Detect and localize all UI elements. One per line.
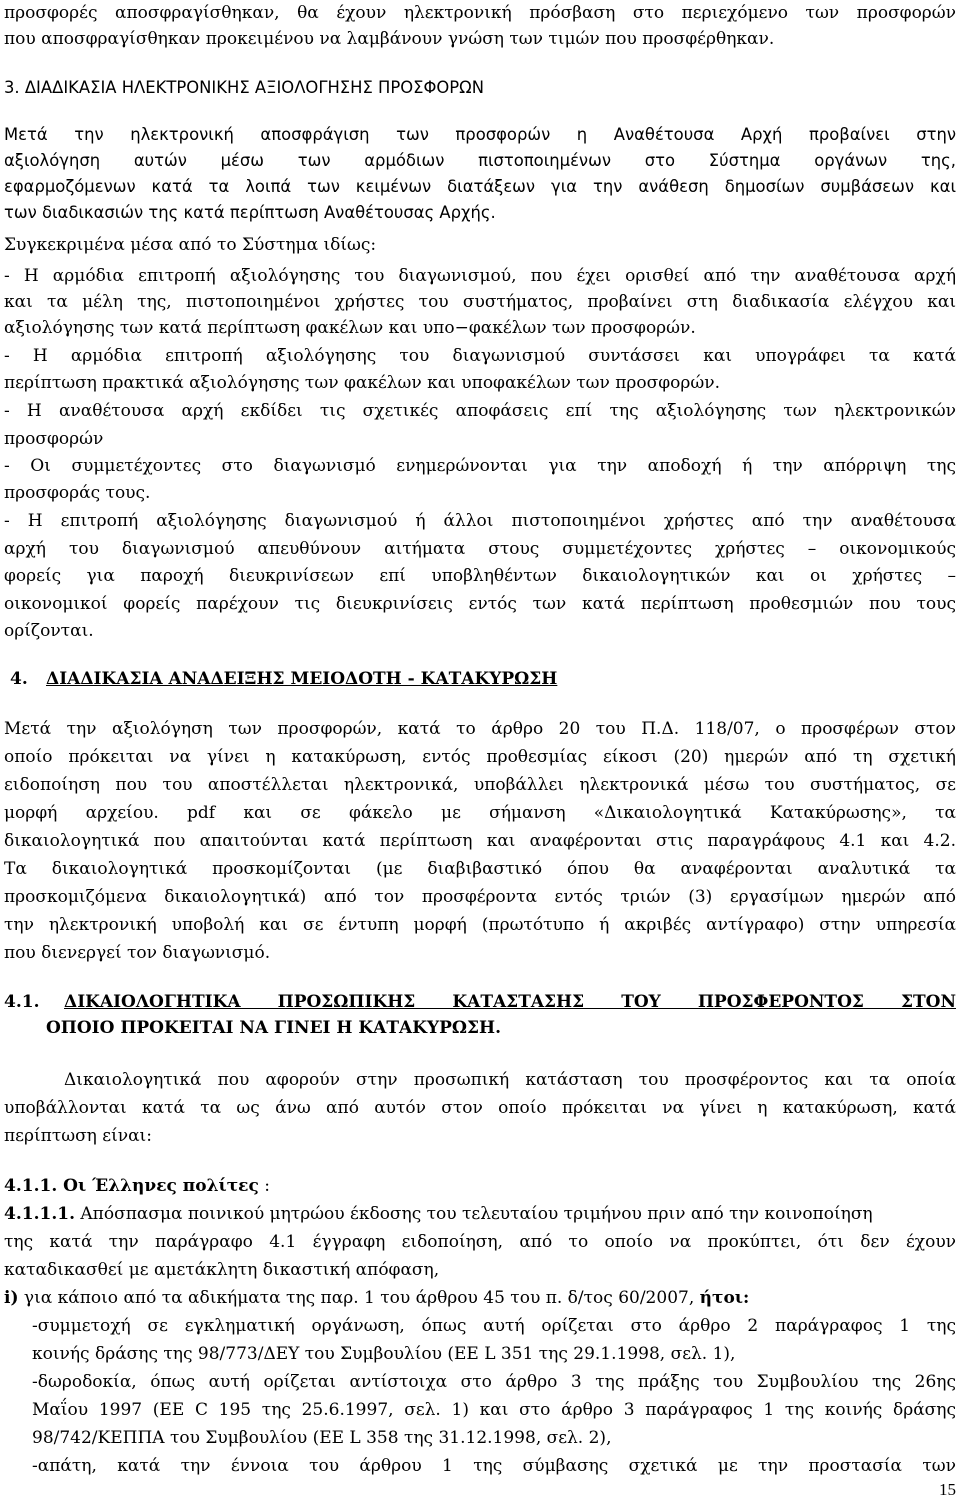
text-line: της κατά την παράγραφο 4.1 έγγραφη ειδοποίηση, από το οποίο να προκύπτει, ότι δεν έχουν	[4, 1232, 956, 1252]
text-line: Δικαιολογητικά που αφορούν στην προσωπική κατάσταση του προσφέροντος και τα οποία	[64, 1070, 956, 1090]
bullet-line: - Η αρμόδια επιτροπή αξιολόγησης του διαγωνισμού συντάσσει και υπογράφει τα κατά	[4, 346, 956, 366]
bullet-line: περίπτωση πρακτικά αξιολόγησης των φακέλων και υποφακέλων των προσφορών.	[4, 373, 720, 393]
text-line: Συγκεκριμένα μέσα από το Σύστημα ιδίως:	[4, 235, 377, 255]
text-line: που διενεργεί τον διαγωνισμό.	[4, 943, 271, 963]
dash-item: Μαΐου 1997 (ΕΕ C 195 της 25.6.1997, σελ. 1) και στο άρθρο 3 παράγραφος 1 της κοινής δράσης	[32, 1400, 956, 1420]
text-line: των διαδικασιών της κατά περίπτωση Αναθέτουσας Αρχής.	[4, 203, 496, 222]
section-4-heading: ΔΙΑΔΙΚΑΣΙΑ ΑΝΑΔΕΙΞΗΣ ΜΕΙΟΔΟΤΗ - ΚΑΤΑΚΥΡΩΣΗ	[46, 669, 558, 689]
text-line: οποίο πρόκειται να γίνει η κατακύρωση, εντός προθεσμίας είκοσι (20) ημερών από τη σχετική	[4, 747, 956, 767]
text-line: δικαιολογητικά που απαιτούνται κατά περίπτωση και αναφέρονται στις παραγράφους 4.1 και 4.2.	[4, 831, 956, 851]
section-4-1-heading-cont: ΟΠΟΙΟ ΠΡΟΚΕΙΤΑΙ ΝΑ ΓΙΝΕΙ Η ΚΑΤΑΚΥΡΩΣΗ.	[46, 1018, 502, 1038]
text-line: Μετά την ηλεκτρονική αποσφράγιση των προσφορών η Αναθέτουσα Αρχή προβαίνει στην	[4, 125, 956, 144]
bullet-line: - Η επιτροπή αξιολόγησης διαγωνισμού ή άλλοι πιστοποιημένοι χρήστες από την αναθέτουσα	[4, 511, 956, 531]
text-line: εφαρμοζόμενων κατά τα λοιπά των κειμένων διατάξεων για την ανάθεση δημοσίων συμβάσεων και	[4, 177, 956, 196]
subsection-4-1-1-title: 4.1.1. Οι Έλληνες πολίτες	[4, 1176, 259, 1196]
text-line: προσκομιζόμενα δικαιολογητικά) από τον προσφέροντα εντός τριών (3) εργασίμων ημερών από	[4, 887, 956, 907]
text-line: Μετά την αξιολόγηση των προσφορών, κατά το άρθρο 20 του Π.Δ. 118/07, ο προσφέρων στον	[4, 719, 956, 739]
bullet-line: - Η αναθέτουσα αρχή εκδίδει τις σχετικές αποφάσεις επί της αξιολόγησης των ηλεκτρονικών	[4, 401, 956, 421]
bullet-line: ορίζονται.	[4, 621, 94, 641]
dash-item: 98/742/ΚΕΠΠΑ του Συμβουλίου (ΕΕ L 358 της 31.12.1998, σελ. 2),	[32, 1428, 612, 1448]
text-line: προσφορές αποσφραγίσθηκαν, θα έχουν ηλεκτρονική πρόσβαση στο περιεχόμενο των προσφορών	[4, 3, 956, 23]
subsection-colon: :	[258, 1176, 270, 1196]
paragraph-4-1-1-1	[4, 1201, 956, 1227]
dash-item: κοινής δράσης της 98/773/ΔΕΥ του Συμβουλίου (ΕΕ L 351 της 29.1.1998, σελ. 1),	[32, 1344, 736, 1364]
bullet-line: αξιολόγησης των κατά περίπτωση φακέλων και υπο−φακέλων των προσφορών.	[4, 318, 696, 338]
text-line: περίπτωση είναι:	[4, 1126, 152, 1146]
text-line: Τα δικαιολογητικά προσκομίζονται (με διαβιβαστικό όπου θα αναφέρονται αναλυτικά τα	[4, 859, 956, 879]
dash-item: -δωροδοκία, όπως αυτή ορίζεται αντίστοιχα στο άρθρο 3 της πράξης του Συμβουλίου της 26ης	[32, 1372, 956, 1392]
item-i-number: i)	[4, 1288, 19, 1308]
bullet-line: - Οι συμμετέχοντες στο διαγωνισμό ενημερώνονται για την αποδοχή ή την απόρριψη της	[4, 456, 956, 476]
text-line: υποβάλλονται κατά τα ως άνω από αυτόν στον οποίο πρόκειται να γίνει η κατακύρωση, κατά	[4, 1098, 956, 1118]
text-line: καταδικασθεί με αμετάκλητη δικαστική απόφαση,	[4, 1260, 440, 1280]
bullet-line: προσφορών	[4, 429, 104, 449]
section-4-1-number: 4.1.	[4, 992, 40, 1012]
text-line: αξιολόγηση αυτών μέσω των αρμόδιων πιστοποιημένων στο Σύστημα οργάνων της,	[4, 151, 956, 170]
item-i	[4, 1285, 956, 1311]
bullet-line: και τα μέλη της, πιστοποιημένοι χρήστες του συστήματος, προβαίνει στη διαδικασία ελέγχου και	[4, 292, 956, 312]
page-number: 15	[939, 1480, 956, 1499]
section-3-heading: 3. ΔΙΑΔΙΚΑΣΙΑ ΗΛΕΚΤΡΟΝΙΚΗΣ ΑΞΙΟΛΟΓΗΣΗΣ ΠΡΟΣΦΟΡΩΝ	[4, 78, 484, 97]
bullet-line: οικονομικοί φορείς παρέχουν τις διευκρινίσεις εντός των κατά περίπτωση προθεσμιών που τους	[4, 594, 956, 614]
text-line: ειδοποίηση που του αποστέλλεται ηλεκτρονικά, υποβάλλει ηλεκτρονικά μέσω του συστήματος, σε	[4, 775, 956, 795]
bullet-line: προσφοράς τους.	[4, 483, 151, 503]
text-line: που αποσφραγίσθηκαν προκειμένου να λαμβάνουν γνώση των τιμών που προσφέρθηκαν.	[4, 29, 775, 49]
subsection-4-1-1	[4, 1173, 956, 1199]
bullet-line: φορείς για παροχή διευκρινίσεων επί υποβληθέντων δικαιολογητικών και οι χρήστες –	[4, 566, 956, 586]
text-run-bold: ήτοι:	[699, 1288, 750, 1308]
bullet-line: αρχή του διαγωνισμού απευθύνουν αιτήματα στους συμμετέχοντες χρήστες – οικονομικούς	[4, 539, 956, 559]
text-line: μορφή αρχείου. pdf και σε φάκελο με σήμανση «Δικαιολογητικά Κατακύρωσης», τα	[4, 803, 956, 823]
dash-item: -απάτη, κατά την έννοια του άρθρου 1 της σύμβασης σχετικά με την προστασία των	[32, 1456, 956, 1476]
dash-item: -συμμετοχή σε εγκληματική οργάνωση, όπως αυτή ορίζεται στο άρθρο 2 παράγραφος 1 της	[32, 1316, 956, 1336]
text-run: Απόσπασμα ποινικού μητρώου έκδοσης του τελευταίου τριμήνου πριν από την κοινοποίηση	[75, 1204, 873, 1224]
text-line: την ηλεκτρονική υποβολή και σε έντυπη μορφή (πρωτότυπο ή ακριβές αντίγραφο) στην υπηρεσία	[4, 915, 956, 935]
bullet-line: - Η αρμόδια επιτροπή αξιολόγησης του διαγωνισμού, που έχει ορισθεί από την αναθέτουσα αρχή	[4, 266, 956, 286]
subsection-4-1-1-1-number: 4.1.1.1.	[4, 1204, 75, 1224]
section-4-1-heading: ΔΙΚΑΙΟΛΟΓΗΤΙΚΑ ΠΡΟΣΩΠΙΚΗΣ ΚΑΤΑΣΤΑΣΗΣ ΤΟΥ ΠΡΟΣΦΕΡΟΝΤΟΣ ΣΤΟΝ	[64, 992, 956, 1012]
text-run: για κάποιο από τα αδικήματα της παρ. 1 του άρθρου 45 του π. δ/τος 60/2007,	[18, 1288, 700, 1308]
section-4-number: 4.	[10, 669, 28, 689]
